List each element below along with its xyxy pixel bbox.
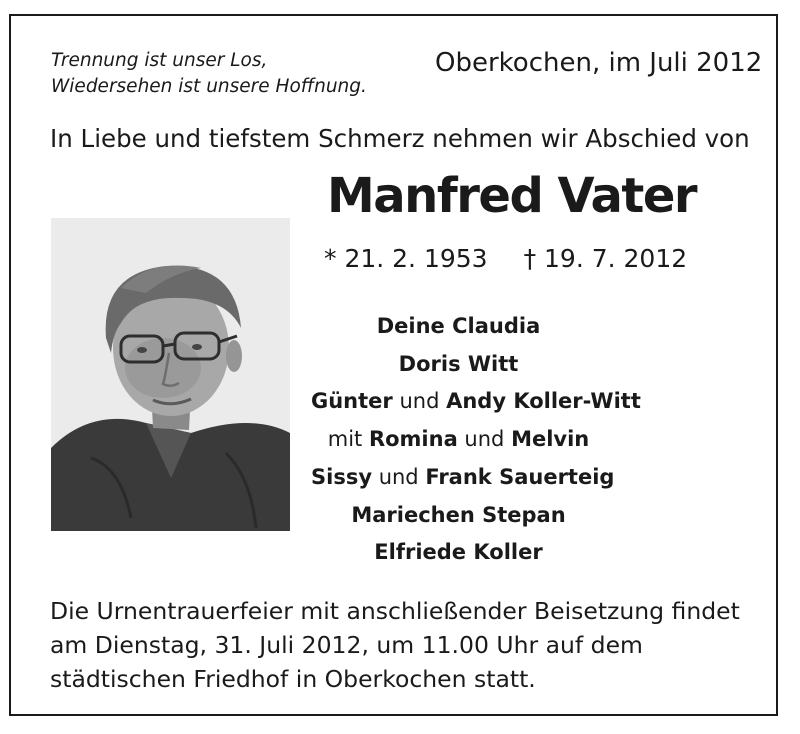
preposition: mit xyxy=(327,427,369,452)
obituary-notice xyxy=(9,14,778,716)
conjunction: und xyxy=(457,427,512,452)
family-line-2: Doris Witt xyxy=(398,351,519,376)
deceased-name: Manfred Vater xyxy=(327,168,697,224)
ceremony-line-1: Die Urnentrauerfeier mit anschließender Beisetzung findet xyxy=(50,597,740,625)
motto-line-1: Trennung ist unser Los, xyxy=(51,50,268,71)
family-member-guenter: Günter xyxy=(311,389,393,414)
ceremony-line-2: am Dienstag, 31. Juli 2012, um 11.00 Uhr auf dem xyxy=(50,631,643,659)
family-member-andy: Andy Koller-Witt xyxy=(446,389,641,414)
family-line-3 xyxy=(311,383,641,421)
family-member-frank: Frank Sauerteig xyxy=(425,464,615,489)
life-dates xyxy=(324,244,687,273)
birth-date: * 21. 2. 1953 xyxy=(324,244,488,273)
ceremony-info xyxy=(50,594,740,696)
family-line-7: Elfriede Koller xyxy=(374,540,543,565)
motto xyxy=(51,48,367,100)
death-date: † 19. 7. 2012 xyxy=(523,244,688,273)
motto-line-2: Wiedersehen ist unsere Hoffnung. xyxy=(51,76,367,97)
conjunction: und xyxy=(372,464,426,489)
family-line-5 xyxy=(311,459,615,497)
family-member-sissy: Sissy xyxy=(311,464,373,489)
conjunction: und xyxy=(392,389,447,414)
place-date: Oberkochen, im Juli 2012 xyxy=(435,48,763,78)
family-member-romina: Romina xyxy=(368,427,458,452)
family-line-1: Deine Claudia xyxy=(376,314,541,338)
family-line-4 xyxy=(311,421,606,459)
family-member-melvin: Melvin xyxy=(511,427,590,452)
family-line-6: Mariechen Stepan xyxy=(351,502,566,527)
intro-line: In Liebe und tiefstem Schmerz nehmen wir Abschied von xyxy=(50,124,750,153)
ceremony-line-3: städtischen Friedhof in Oberkochen statt. xyxy=(50,665,536,693)
family-signatures xyxy=(311,308,641,572)
portrait-photo xyxy=(51,218,290,531)
